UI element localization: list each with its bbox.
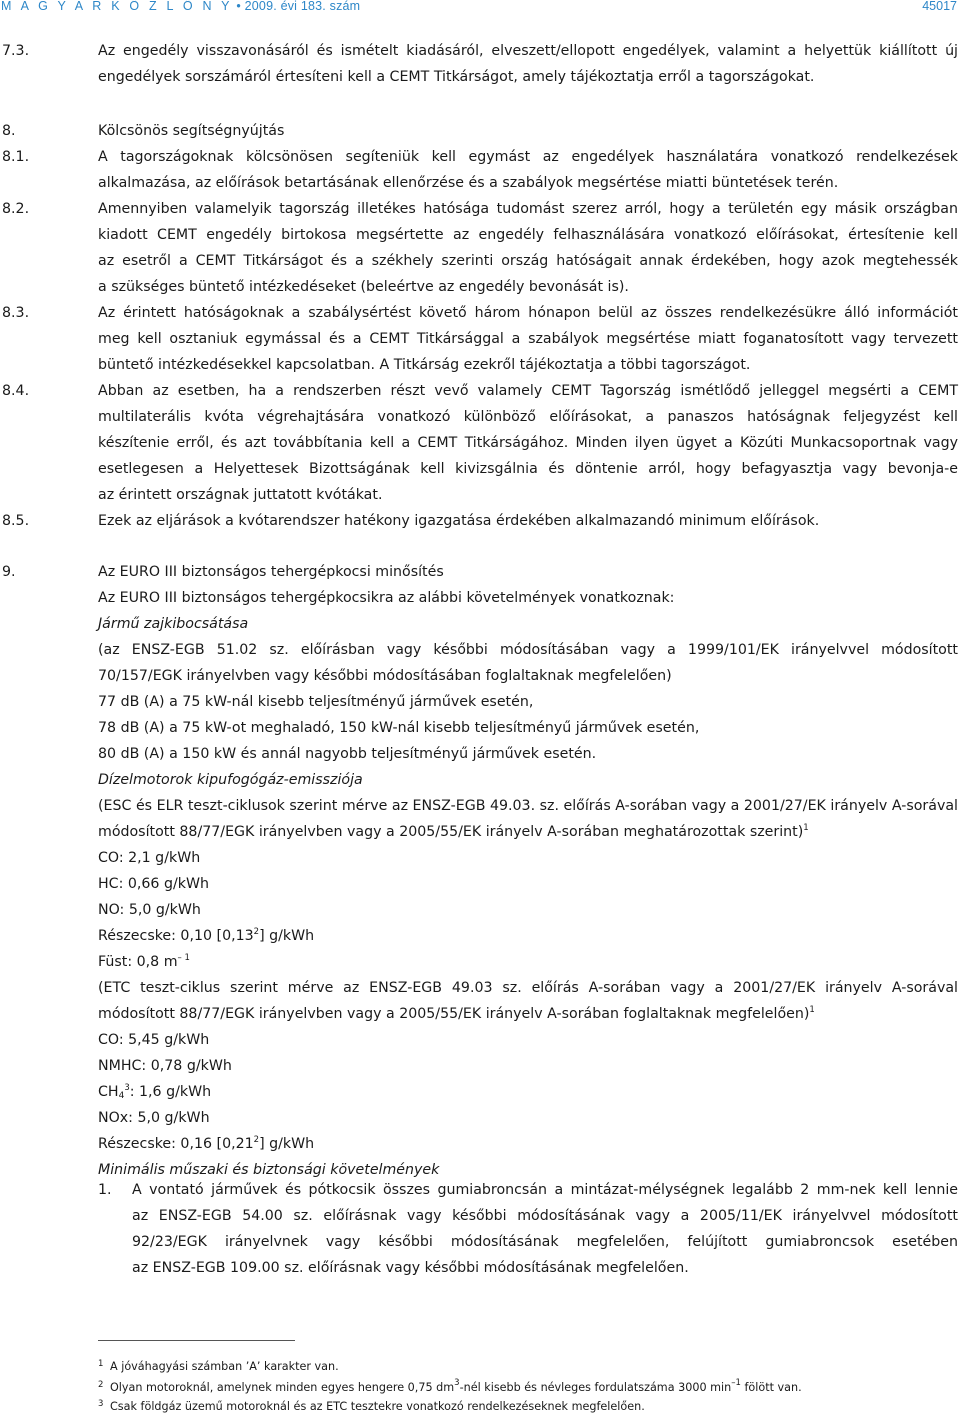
emission-value: Részecske: 0,16 [0,21$^2$] g/kWh bbox=[98, 1135, 315, 1152]
noise-limit: 77 dB (A) a 75 kW-nál kisebb teljesítményű járművek esetén, bbox=[98, 694, 534, 710]
section-text: Az engedély visszavonásáról és ismételt kiadásáról, elveszett/ellopott engedélyek, valamint a helyettük kiállított új engedélyek sorszámáról értesíteni kell a CEMT Titkárságot, amely tájékoztatja erről a tagországokat. bbox=[98, 43, 958, 85]
noise-limit: 78 dB (A) a 75 kW-ot meghaladó, 150 kW-nál kisebb teljesítményű járművek esetén, bbox=[98, 720, 700, 736]
emission-value: $CH_4^3$: 1,6 g/kWh bbox=[98, 1083, 212, 1101]
emission-value: Füst: 0,8 $m^{- 1}$ bbox=[98, 953, 190, 970]
section-title: Kölcsönös segítségnyújtás bbox=[98, 123, 285, 139]
requirements-heading: Minimális műszaki és biztonsági követelmények bbox=[98, 1162, 440, 1178]
section-title: Az EURO III biztonságos tehergépkocsi minősítés bbox=[98, 564, 444, 580]
emission-value: NMHC: 0,78 g/kWh bbox=[98, 1058, 232, 1074]
footnote-ref: 1 bbox=[809, 1005, 815, 1015]
emission-value: HC: 0,66 g/kWh bbox=[98, 876, 209, 892]
emission-value: NOx: 5,0 g/kWh bbox=[98, 1110, 210, 1126]
section-number: 7.3. bbox=[2, 43, 30, 59]
noise-limit: 80 dB (A) a 150 kW és annál nagyobb teljesítményű járművek esetén. bbox=[98, 746, 597, 762]
emission-value: NO: 5,0 g/kWh bbox=[98, 902, 201, 918]
diesel-heading: Dízelmotorok kipufogógáz-emissziója bbox=[98, 772, 363, 788]
footnote-divider bbox=[98, 1340, 295, 1341]
emission-value: Részecske: 0,10 [0,13$^2$] g/kWh bbox=[98, 927, 315, 944]
page-number: 45017 bbox=[922, 0, 957, 13]
emission-value: CO: 5,45 g/kWh bbox=[98, 1032, 210, 1048]
page-header bbox=[0, 0, 960, 16]
emission-value: CO: 2,1 g/kWh bbox=[98, 850, 201, 866]
footnote-ref: 1 bbox=[803, 823, 809, 833]
noise-heading: Jármű zajkibocsátása bbox=[98, 616, 249, 632]
journal-title: M A G Y A R K Ö Z L Ö N Y • 2009. évi 183. szám bbox=[1, 0, 361, 13]
